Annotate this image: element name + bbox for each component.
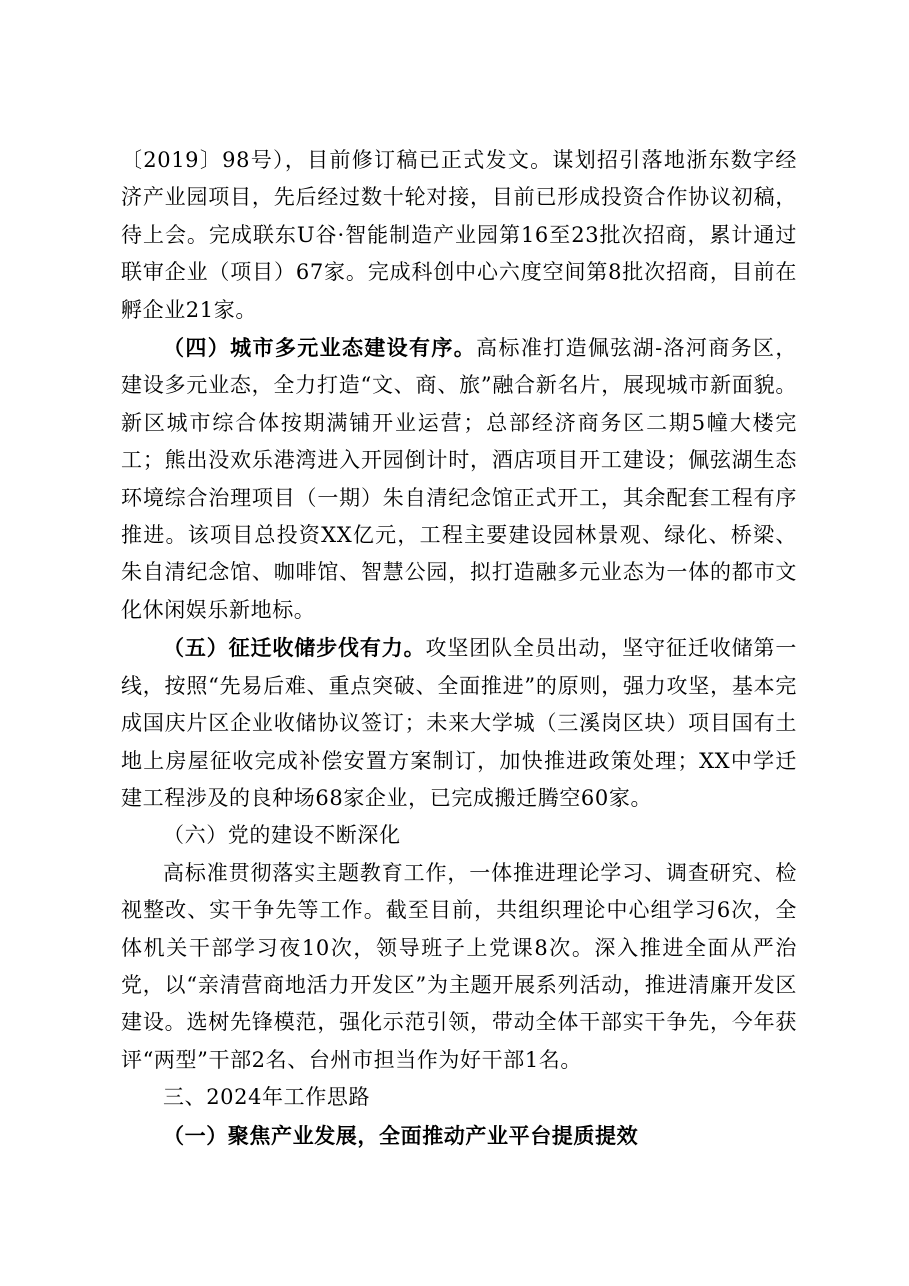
paragraph-text: 高标准贯彻落实主题教育工作，一体推进理论学习、调查研究、检视整改、实干争先等工作。截至目前，共组织理论中心组学习6次，全体机关干部学习夜10次，领导班子上党课8次。深入推进全面从严治党，以“亲清营商地活力开发区”为主题开展系列活动，推进清廉开发区建设。选树先锋模范，强化示范引领，带动全体干部实干争先，今年获评“两型”干部2名、台州市担当作为好干部1名。 <box>121 860 797 1072</box>
subsection-heading-industry: （一）聚焦产业发展，全面推动产业平台提质提效 <box>163 1122 639 1148</box>
paragraph-relocation <box>121 629 797 817</box>
paragraph-urban-business <box>121 329 797 629</box>
paragraph-text: 攻坚团队全员出动，坚守征迁收储第一线，按照“先易后难、重点突破、全面推进”的原则，强力攻坚，基本完成国庆片区企业收储协议签订；未来大学城（三溪岗区块）项目国有土地上房屋征收完成补偿安置方案制订，加快推进政策处理；XX中学迁建工程涉及的良种场68家企业，已完成搬迁腾空60家。 <box>121 636 797 810</box>
section-heading-party-building: （六）党的建设不断深化 <box>163 823 401 848</box>
section-heading-2024-plan: 三、2024年工作思路 <box>163 1085 371 1110</box>
document-body <box>121 142 797 1154</box>
paragraph-text: 高标准打造佩弦湖-洛河商务区，建设多元业态，全力打造“文、商、旅”融合新名片，展现城市新面貌。新区城市综合体按期满铺开业运营；总部经济商务区二期5幢大楼完工；熊出没欢乐港湾进入开园倒计时，酒店项目开工建设；佩弦湖生态环境综合治理项目（一期）朱自清纪念馆正式开工，其余配套工程有序推进。该项目总投资XX亿元，工程主要建设园林景观、绿化、桥梁、朱自清纪念馆、咖啡馆、智慧公园，拟打造融多元业态为一体的都市文化休闲娱乐新地标。 <box>121 336 797 622</box>
paragraph-investment-continued <box>121 142 797 329</box>
paragraph-text: 〔2019〕98号），目前修订稿已正式发文。谋划招引落地浙东数字经济产业园项目，先后经过数十轮对接，目前已形成投资合作协议初稿，待上会。完成联东U谷·智能制造产业园第16至23批次招商，累计通过联审企业（项目）67家。完成科创中心六度空间第8批次招商，目前在孵企业21家。 <box>121 148 797 322</box>
paragraph-lead: （四）城市多元业态建设有序。 <box>163 335 477 361</box>
paragraph-lead: （五）征迁收储步伐有力。 <box>163 635 426 661</box>
paragraph-party-building <box>121 855 797 1079</box>
